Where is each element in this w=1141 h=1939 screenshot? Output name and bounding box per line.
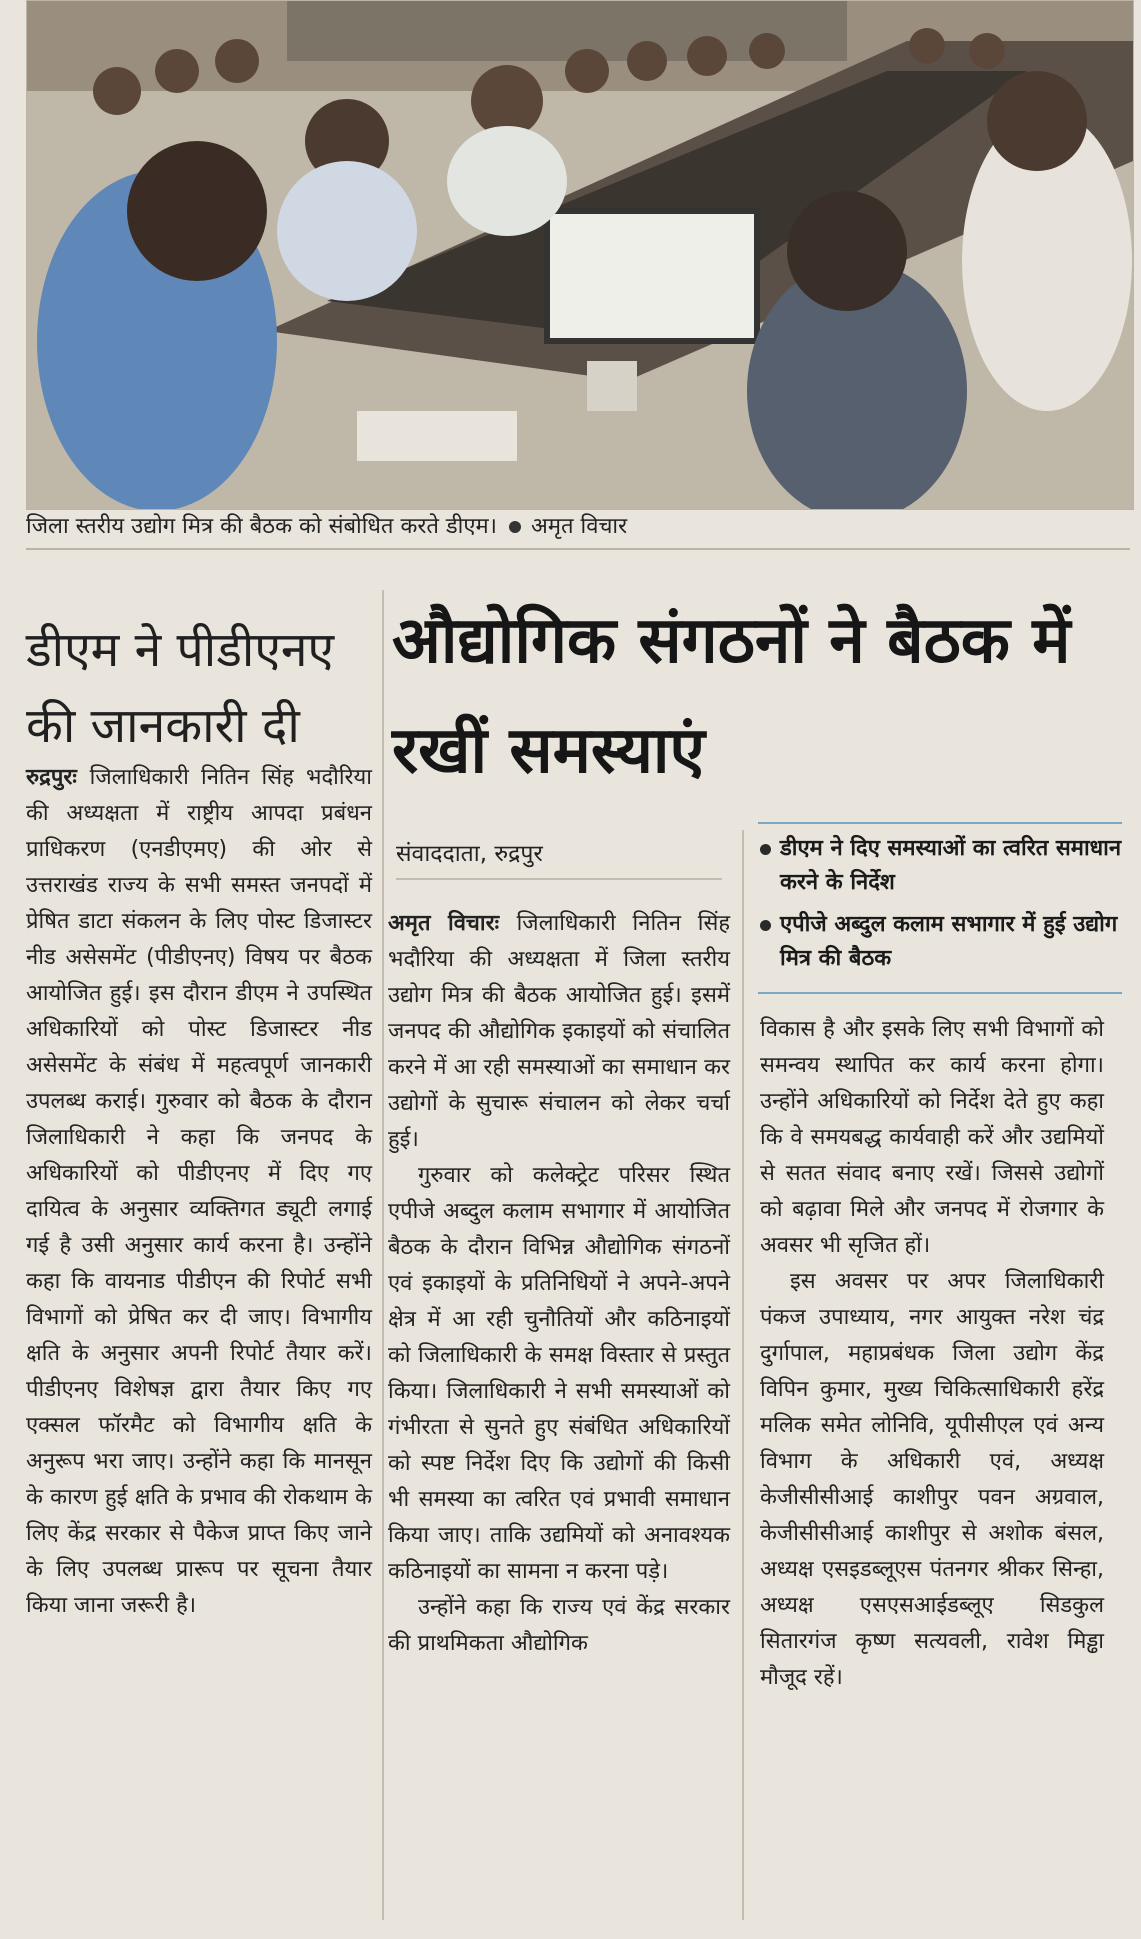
caption-credit: अमृत विचार — [531, 514, 628, 539]
main-story-headline: औद्योगिक संगठनों ने बैठक में रखीं समस्याएं — [392, 603, 1071, 788]
photo-caption — [26, 512, 1126, 542]
dateline: अमृत विचारः — [388, 911, 517, 936]
bullet-icon — [509, 521, 521, 533]
highlight-item: डीएम ने दिए समस्याओं का त्वरित समाधान करने के निर्देश — [758, 832, 1122, 900]
highlights-list — [758, 824, 1122, 992]
paragraph — [760, 1012, 1104, 1264]
paragraph-text: इस अवसर पर अपर जिलाधिकारी पंकज उपाध्याय, नगर आयुक्त नरेश चंद्र दुर्गापाल, महाप्रबंधक जिला उद्योग केंद्र विपिन कुमार, मुख्य चिकित्साधिकारी हरेंद्र मलिक समेत लोनिवि, यूपीसीएल एवं अन्य विभाग के अधिकारी एवं, अध्यक्ष केजीसीसीआई काशीपुर पवन अग्रवाल, केजीसीसीआई काशीपुर से अशोक बंसल, अध्यक्ष एसइडब्लूएस पंतनगर श्रीकर सिन्हा, अध्यक्ष एसएसआईडब्लूए सिडकुल सितारगंज कृष्ण सत्यवली, रावेश मिड्ढा मौजूद रहें। — [760, 1269, 1104, 1690]
highlights-box — [758, 822, 1122, 994]
paragraph — [760, 1264, 1104, 1696]
paragraph — [388, 1590, 730, 1662]
meeting-photo — [26, 0, 1134, 510]
paragraph-text: विकास है और इसके लिए सभी विभागों को समन्वय स्थापित कर कार्य करना होगा। उन्होंने अधिकारियों को निर्देश देते हुए कहा कि वे समयबद्ध कार्यवाही करें और उद्यमियों से सतत संवाद बनाए रखें। जिससे उद्योगों को बढ़ावा मिले और जनपद में रोजगार के अवसर भी सृजित हों। — [760, 1017, 1104, 1258]
dateline: रुद्रपुरः — [26, 765, 90, 790]
byline: संवाददाता, रुद्रपुर — [396, 841, 543, 867]
side-story-body — [26, 760, 372, 1624]
column-divider — [742, 830, 744, 1920]
divider — [396, 878, 722, 880]
paragraph — [26, 760, 372, 1624]
paragraph-text: जिलाधिकारी नितिन सिंह भदौरिया की अध्यक्षता में राष्ट्रीय आपदा प्रबंधन प्राधिकरण (एनडीएमए) की ओर से उत्तराखंड राज्य के सभी समस्त जनपदों में प्रेषित डाटा संकलन के लिए पोस्ट डिजास्टर नीड असेसमेंट (पीडीएनए) विषय पर बैठक आयोजित हुई। इस दौरान डीएम ने उपस्थित अधिकारियों को पोस्ट डिजास्टर नीड असेसमेंट के संबंध में महत्वपूर्ण जानकारी उपलब्ध कराई। गुरुवार को बैठक के दौरान जिलाधिकारी ने कहा कि जनपद के अधिकारियों को पीडीएनए में दिए गए दायित्व के अनुसार व्यक्तिगत ड्यूटी लगाई गई है उसी अनुसार कार्य करना है। उन्होंने कहा कि वायनाड पीडीएन की रिपोर्ट सभी विभागों को प्रेषित कर दी जाए। विभागीय क्षति के अनुसार अपनी रिपोर्ट तैयार करें। पीडीएनए विशेषज्ञ द्वारा तैयार किए गए एक्सल फॉरमैट को विभागीय क्षति के अनुरूप भरा जाए। उन्होंने कहा कि मानसून के कारण हुई क्षति के प्रभाव की रोकथाम के लिए केंद्र सरकार से पैकेज प्राप्त किए जाने के लिए उपलब्ध प्रारूप पर सूचना तैयार किया जाना जरूरी है। — [26, 765, 372, 1618]
main-story-column-2 — [760, 1012, 1104, 1696]
divider — [26, 548, 1130, 550]
paragraph — [388, 1158, 730, 1590]
meeting-photo-icon — [27, 1, 1133, 509]
highlight-item: एपीजे अब्दुल कलाम सभागार में हुई उद्योग मित्र की बैठक — [758, 908, 1122, 976]
divider — [758, 992, 1122, 994]
paragraph-text: उन्होंने कहा कि राज्य एवं केंद्र सरकार की प्राथमिकता औद्योगिक — [388, 1595, 730, 1656]
main-story-column-1 — [388, 906, 730, 1662]
paragraph-text: गुरुवार को कलेक्ट्रेट परिसर स्थित एपीजे अब्दुल कलाम सभागार में आयोजित बैठक के दौरान विभिन्न औद्योगिक संगठनों एवं इकाइयों के प्रतिनिधियों ने अपने-अपने क्षेत्र में आ रही चुनौतियों और कठिनाइयों को जिलाधिकारी के समक्ष विस्तार से प्रस्तुत किया। जिलाधिकारी ने सभी समस्याओं को गंभीरता से सुनते हुए संबंधित अधिकारियों को स्पष्ट निर्देश दिए कि उद्योगों की किसी भी समस्या का त्वरित एवं प्रभावी समाधान किया जाए। ताकि उद्यमियों को अनावश्यक कठिनाइयों का सामना न करना पड़े। — [388, 1163, 730, 1584]
column-divider — [382, 590, 384, 1920]
caption-text: जिला स्तरीय उद्योग मित्र की बैठक को संबोधित करते डीएम। — [26, 514, 498, 539]
side-story-headline: डीएम ने पीडीएनए की जानकारी दी — [26, 622, 335, 754]
paragraph — [388, 906, 730, 1158]
paragraph-text: जिलाधिकारी नितिन सिंह भदौरिया की अध्यक्षता में जिला स्तरीय उद्योग मित्र की बैठक आयोजित हुई। इसमें जनपद की औद्योगिक इकाइयों को संचालित करने में आ रही समस्याओं का समाधान कर उद्योगों के सुचारू संचालन को लेकर चर्चा हुई। — [388, 911, 730, 1152]
